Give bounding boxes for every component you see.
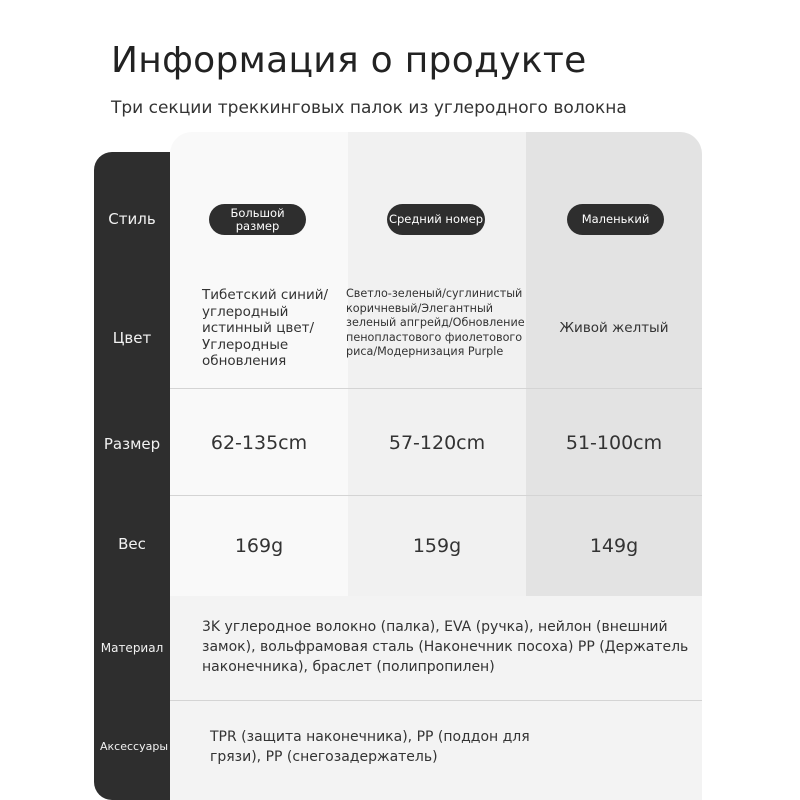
style-pill-small: Маленький (567, 204, 664, 235)
size-cell-small: 51-100cm (565, 432, 663, 454)
row-divider (170, 388, 702, 389)
style-pill-medium: Средний номер (387, 204, 485, 235)
color-cell-large: Тибетский синий/углеродный истинный цвет/Углеродные обновления (202, 287, 329, 369)
row-label-color: Цвет (112, 329, 152, 347)
row-label-material: Материал (100, 641, 164, 655)
row-label-weight: Вес (118, 535, 146, 553)
row-divider (170, 495, 702, 496)
color-cell-medium: Светло-зеленый/суглинистый коричневый/Элегантный зеленый апгрейд/Обновление пенопластового фиолетового риса/Модернизация Purple (346, 287, 525, 358)
page-title: Информация о продукте (111, 40, 587, 81)
page-subtitle: Три секции треккинговых палок из углеродного волокна (111, 98, 627, 118)
style-pill-large: Большой размер (209, 204, 306, 235)
color-cell-small: Живой желтый (559, 320, 669, 336)
row-label-size: Размер (103, 435, 161, 453)
weight-cell-medium: 159g (412, 535, 462, 557)
row-label-accessories: Аксессуары (100, 739, 168, 753)
weight-cell-small: 149g (589, 535, 639, 557)
accessories-text: TPR (защита наконечника), PP (поддон для грязи), PP (снегозадержатель) (210, 729, 530, 765)
column-medium-bg (348, 132, 526, 596)
column-small-bg (526, 132, 702, 596)
material-text: 3K углеродное волокно (палка), EVA (ручка), нейлон (внешний замок), вольфрамовая сталь (Наконечник посоха) PP (Держатель наконечника), браслет (полипропилен) (202, 619, 689, 675)
weight-cell-large: 169g (234, 535, 284, 557)
row-label-style: Стиль (108, 210, 156, 228)
size-cell-medium: 57-120cm (388, 432, 486, 454)
size-cell-large: 62-135cm (210, 432, 308, 454)
row-divider (170, 700, 702, 701)
